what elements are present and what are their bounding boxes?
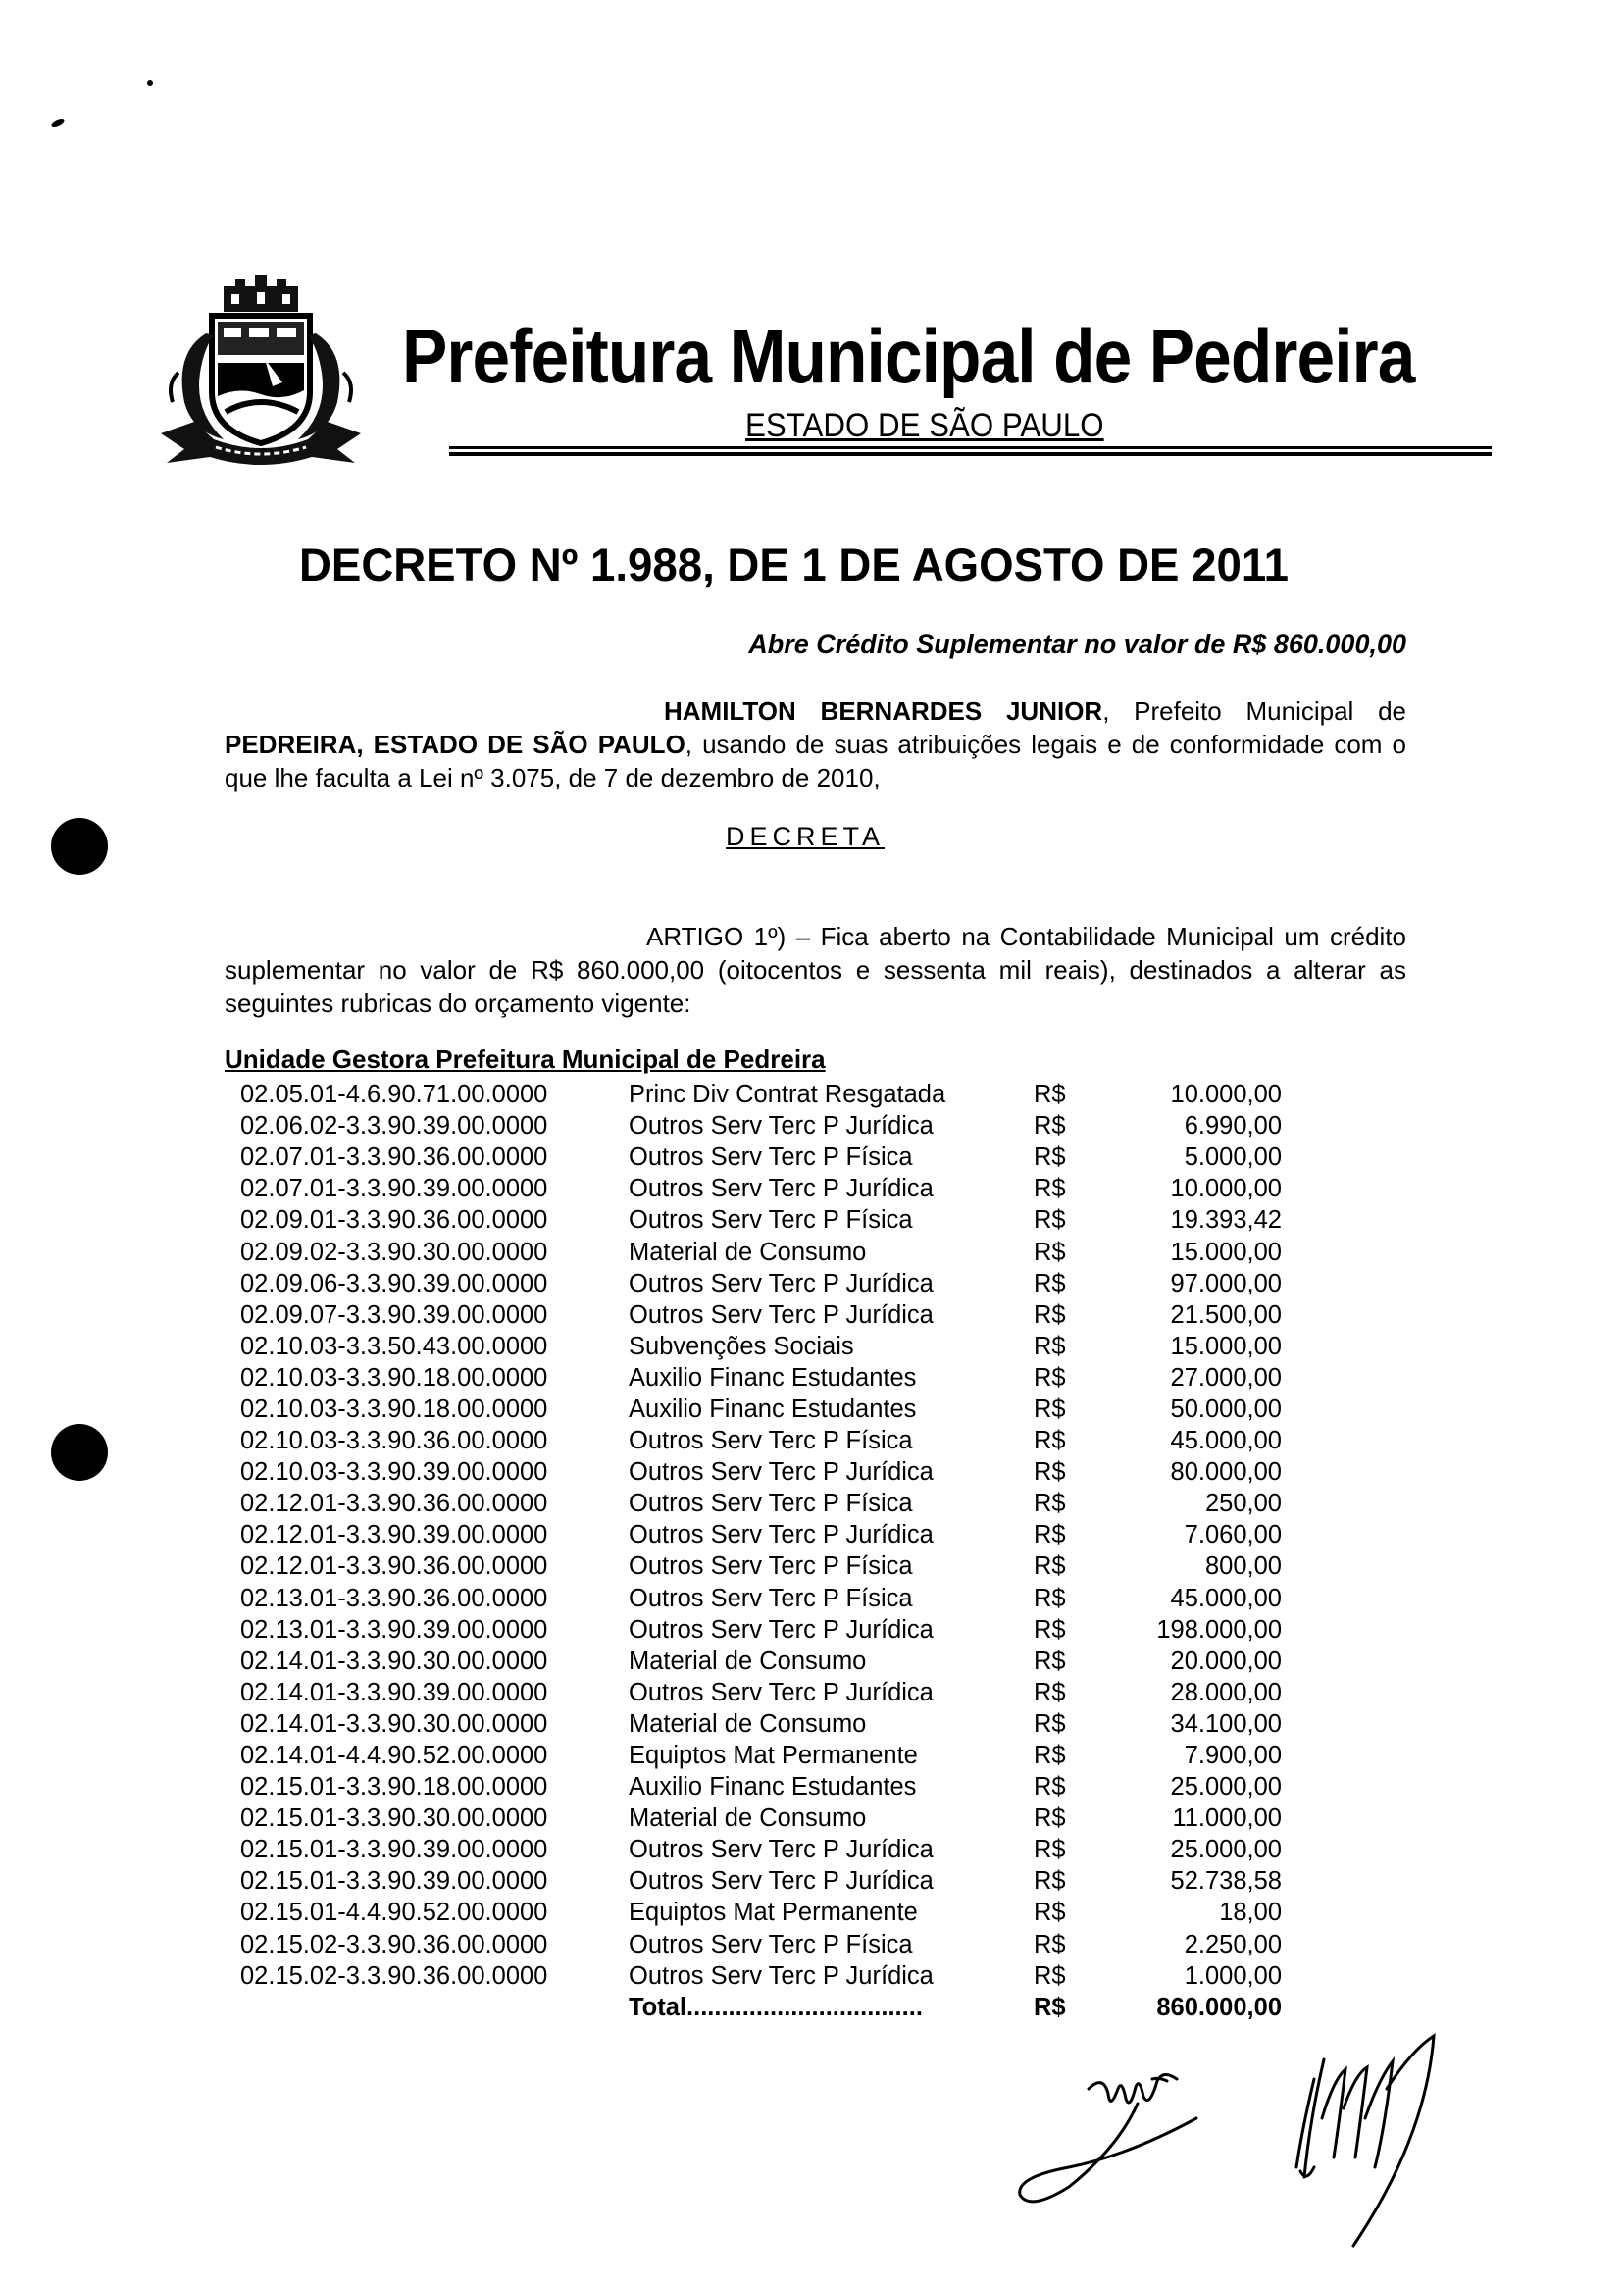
decree-title: DECRETO Nº 1.988, DE 1 DE AGOSTO DE 2011 bbox=[299, 538, 1290, 590]
rubric-description: Subvenções Sociais bbox=[629, 1332, 854, 1360]
rubric-currency: R$ bbox=[1034, 1300, 1066, 1329]
rubric-code: 02.14.01-3.3.90.39.00.0000 bbox=[240, 1678, 548, 1706]
rubric-value: 25.000,00 bbox=[1170, 1773, 1282, 1802]
decreta-heading: DECRETA bbox=[726, 822, 886, 851]
rubric-description: Outros Serv Terc P Jurídica bbox=[629, 1961, 934, 1990]
table-row bbox=[225, 1677, 1282, 1708]
rubric-code: 02.12.01-3.3.90.36.00.0000 bbox=[240, 1490, 548, 1518]
scan-speck bbox=[50, 117, 65, 127]
table-row bbox=[225, 1646, 1282, 1677]
table-row bbox=[225, 1079, 1282, 1110]
table-row bbox=[225, 1142, 1282, 1173]
rubric-value: 250,00 bbox=[1205, 1490, 1282, 1518]
rubric-code: 02.15.02-3.3.90.36.00.0000 bbox=[240, 1961, 548, 1990]
rubric-code: 02.15.01-4.4.90.52.00.0000 bbox=[240, 1899, 548, 1927]
rubric-currency: R$ bbox=[1034, 1678, 1066, 1706]
rubric-currency: R$ bbox=[1034, 1552, 1066, 1581]
rubric-description: Outros Serv Terc P Jurídica bbox=[629, 1678, 934, 1706]
table-row bbox=[225, 1236, 1282, 1267]
rubric-value: 27.000,00 bbox=[1170, 1363, 1282, 1392]
rubric-code: 02.10.03-3.3.90.36.00.0000 bbox=[240, 1427, 548, 1455]
rubric-currency: R$ bbox=[1034, 1490, 1066, 1518]
rubric-description: Material de Consumo bbox=[629, 1238, 867, 1266]
rubric-currency: R$ bbox=[1034, 1143, 1066, 1172]
table-row bbox=[225, 1488, 1282, 1519]
table-row bbox=[225, 1331, 1282, 1362]
rubric-description: Outros Serv Terc P Jurídica bbox=[629, 1458, 934, 1487]
rubric-currency: R$ bbox=[1034, 1836, 1066, 1864]
table-row bbox=[225, 1708, 1282, 1740]
rubric-currency: R$ bbox=[1034, 1961, 1066, 1990]
table-row bbox=[225, 1929, 1282, 1960]
article-1-paragraph bbox=[225, 920, 1406, 1020]
rubric-description: Equiptos Mat Permanente bbox=[629, 1899, 918, 1927]
table-row bbox=[225, 1173, 1282, 1204]
rubric-value: 1.000,00 bbox=[1184, 1961, 1282, 1990]
rubric-value: 20.000,00 bbox=[1170, 1647, 1282, 1675]
rubric-value: 25.000,00 bbox=[1170, 1836, 1282, 1864]
rubric-description: Outros Serv Terc P Jurídica bbox=[629, 1112, 934, 1141]
table-row bbox=[225, 1268, 1282, 1299]
rubric-currency: R$ bbox=[1034, 1584, 1066, 1612]
rubric-value: 19.393,42 bbox=[1170, 1206, 1282, 1235]
table-row bbox=[225, 1110, 1282, 1142]
rubric-code: 02.06.02-3.3.90.39.00.0000 bbox=[240, 1112, 548, 1141]
rubric-description: Material de Consumo bbox=[629, 1647, 867, 1675]
table-row bbox=[225, 1960, 1282, 1992]
rubric-description: Outros Serv Terc P Física bbox=[629, 1930, 913, 1958]
rubric-code: 02.14.01-3.3.90.30.00.0000 bbox=[240, 1709, 548, 1738]
rubric-code: 02.13.01-3.3.90.39.00.0000 bbox=[240, 1615, 548, 1644]
total-currency: R$ bbox=[1034, 1993, 1066, 2021]
rubric-description: Auxilio Financ Estudantes bbox=[629, 1395, 917, 1423]
rubric-value: 21.500,00 bbox=[1170, 1300, 1282, 1329]
rubric-currency: R$ bbox=[1034, 1081, 1066, 1109]
state-name: ESTADO DE SÃO PAULO bbox=[745, 407, 1104, 444]
rubric-code: 02.09.07-3.3.90.39.00.0000 bbox=[240, 1300, 548, 1329]
total-label: Total.................................. bbox=[629, 1993, 923, 2021]
rubric-code: 02.09.02-3.3.90.30.00.0000 bbox=[240, 1238, 548, 1266]
rubric-code: 02.13.01-3.3.90.36.00.0000 bbox=[240, 1584, 548, 1612]
preamble-paragraph bbox=[225, 694, 1406, 794]
rubric-code: 02.15.01-3.3.90.18.00.0000 bbox=[240, 1773, 548, 1802]
rubric-value: 52.738,58 bbox=[1170, 1867, 1282, 1896]
rubric-description: Outros Serv Terc P Física bbox=[629, 1143, 913, 1172]
article-text: – Fica aberto na Contabilidade Municipal um crédito suplementar no valor de R$ 860.000,00 (oitocentos e sessenta mil reais), destinados a alterar as seguintes rubricas do orçamento vigente: bbox=[225, 922, 1406, 1018]
rubric-currency: R$ bbox=[1034, 1458, 1066, 1487]
decree-subtitle: Abre Crédito Suplementar no valor de R$ 860.000,00 bbox=[748, 630, 1406, 659]
rubric-code: 02.15.01-3.3.90.30.00.0000 bbox=[240, 1804, 548, 1833]
rubric-code: 02.10.03-3.3.90.18.00.0000 bbox=[240, 1363, 548, 1392]
rubric-code: 02.15.02-3.3.90.36.00.0000 bbox=[240, 1930, 548, 1958]
rubric-code: 02.12.01-3.3.90.36.00.0000 bbox=[240, 1552, 548, 1581]
rubric-currency: R$ bbox=[1034, 1363, 1066, 1392]
rubric-currency: R$ bbox=[1034, 1773, 1066, 1802]
rubric-description: Outros Serv Terc P Física bbox=[629, 1584, 913, 1612]
rubric-currency: R$ bbox=[1034, 1647, 1066, 1675]
rubric-code: 02.15.01-3.3.90.39.00.0000 bbox=[240, 1836, 548, 1864]
rubric-table bbox=[225, 1079, 1282, 2023]
table-heading: Unidade Gestora Prefeitura Municipal de Pedreira bbox=[225, 1044, 826, 1074]
rubric-value: 10.000,00 bbox=[1170, 1081, 1282, 1109]
rubric-value: 7.060,00 bbox=[1184, 1521, 1282, 1549]
rubric-description: Outros Serv Terc P Física bbox=[629, 1490, 913, 1518]
rubric-description: Outros Serv Terc P Jurídica bbox=[629, 1615, 934, 1644]
table-row bbox=[225, 1802, 1282, 1834]
rubric-value: 11.000,00 bbox=[1172, 1804, 1282, 1833]
table-row bbox=[225, 1834, 1282, 1865]
total-value: 860.000,00 bbox=[1156, 1993, 1282, 2021]
table-row bbox=[225, 1204, 1282, 1236]
rubric-code: 02.07.01-3.3.90.36.00.0000 bbox=[240, 1143, 548, 1172]
rubric-currency: R$ bbox=[1034, 1615, 1066, 1644]
rubric-value: 18,00 bbox=[1219, 1899, 1282, 1927]
rubric-value: 97.000,00 bbox=[1170, 1269, 1282, 1297]
rubric-currency: R$ bbox=[1034, 1269, 1066, 1297]
rubric-description: Outros Serv Terc P Física bbox=[629, 1427, 913, 1455]
rubric-description: Outros Serv Terc P Jurídica bbox=[629, 1175, 934, 1203]
rubric-value: 5.000,00 bbox=[1184, 1143, 1282, 1172]
rubric-currency: R$ bbox=[1034, 1742, 1066, 1770]
rubric-currency: R$ bbox=[1034, 1709, 1066, 1738]
rubric-currency: R$ bbox=[1034, 1427, 1066, 1455]
rubric-value: 2.250,00 bbox=[1184, 1930, 1282, 1958]
rubric-description: Outros Serv Terc P Jurídica bbox=[629, 1300, 934, 1329]
rubric-code: 02.10.03-3.3.90.39.00.0000 bbox=[240, 1458, 548, 1487]
rubric-description: Auxilio Financ Estudantes bbox=[629, 1773, 917, 1802]
table-row bbox=[225, 1897, 1282, 1928]
rubric-currency: R$ bbox=[1034, 1930, 1066, 1958]
rubric-currency: R$ bbox=[1034, 1206, 1066, 1235]
rubric-description: Outros Serv Terc P Física bbox=[629, 1206, 913, 1235]
table-row bbox=[225, 1583, 1282, 1614]
rubric-value: 6.990,00 bbox=[1184, 1112, 1282, 1141]
rubric-code: 02.12.01-3.3.90.39.00.0000 bbox=[240, 1521, 548, 1549]
rubric-value: 45.000,00 bbox=[1170, 1427, 1282, 1455]
rubric-currency: R$ bbox=[1034, 1238, 1066, 1266]
rubric-description: Outros Serv Terc P Jurídica bbox=[629, 1867, 934, 1896]
rubric-value: 15.000,00 bbox=[1170, 1238, 1282, 1266]
rubric-description: Auxilio Financ Estudantes bbox=[629, 1363, 917, 1392]
preamble-text: , usando de suas atribuições legais e de conformidade com o que lhe faculta a Lei nº 3.075, de 7 de dezembro de 2010, bbox=[225, 730, 1406, 792]
preamble-text: , Prefeito Municipal de bbox=[1102, 696, 1406, 726]
rubric-description: Equiptos Mat Permanente bbox=[629, 1742, 918, 1770]
rubric-description: Material de Consumo bbox=[629, 1804, 867, 1833]
table-row bbox=[225, 1614, 1282, 1646]
rubric-currency: R$ bbox=[1034, 1804, 1066, 1833]
rubric-value: 50.000,00 bbox=[1170, 1395, 1282, 1423]
rubric-value: 10.000,00 bbox=[1170, 1175, 1282, 1203]
rubric-currency: R$ bbox=[1034, 1521, 1066, 1549]
rubric-description: Outros Serv Terc P Física bbox=[629, 1552, 913, 1581]
rubric-description: Princ Div Contrat Resgatada bbox=[629, 1081, 946, 1109]
punch-hole bbox=[51, 1424, 108, 1481]
table-row bbox=[225, 1740, 1282, 1771]
rubric-code: 02.07.01-3.3.90.39.00.0000 bbox=[240, 1175, 548, 1203]
municipal-coat-of-arms-icon bbox=[155, 265, 366, 471]
rubric-code: 02.09.01-3.3.90.36.00.0000 bbox=[240, 1206, 548, 1235]
scan-speck bbox=[147, 80, 153, 86]
rubric-value: 7.900,00 bbox=[1184, 1742, 1282, 1770]
rubric-code: 02.15.01-3.3.90.39.00.0000 bbox=[240, 1867, 548, 1896]
rubric-value: 45.000,00 bbox=[1170, 1584, 1282, 1612]
rubric-currency: R$ bbox=[1034, 1899, 1066, 1927]
organization-name: Prefeitura Municipal de Pedreira bbox=[402, 313, 1415, 399]
table-row bbox=[225, 1456, 1282, 1488]
mayor-name: HAMILTON BERNARDES JUNIOR bbox=[664, 696, 1103, 726]
rubric-value: 80.000,00 bbox=[1170, 1458, 1282, 1487]
rubric-currency: R$ bbox=[1034, 1175, 1066, 1203]
rubric-value: 15.000,00 bbox=[1170, 1332, 1282, 1360]
rubric-value: 34.100,00 bbox=[1170, 1709, 1282, 1738]
rubric-code: 02.14.01-3.3.90.30.00.0000 bbox=[240, 1647, 548, 1675]
header-rule bbox=[449, 452, 1492, 456]
rubric-code: 02.09.06-3.3.90.39.00.0000 bbox=[240, 1269, 548, 1297]
table-row bbox=[225, 1771, 1282, 1802]
table-row bbox=[225, 1519, 1282, 1550]
table-row bbox=[225, 1362, 1282, 1394]
rubric-currency: R$ bbox=[1034, 1332, 1066, 1360]
total-spacer bbox=[225, 1992, 629, 2023]
punch-hole bbox=[51, 818, 108, 875]
handwritten-signatures bbox=[990, 2020, 1481, 2265]
rubric-description: Outros Serv Terc P Jurídica bbox=[629, 1836, 934, 1864]
total-row bbox=[225, 1992, 1282, 2023]
rubric-code: 02.05.01-4.6.90.71.00.0000 bbox=[240, 1081, 548, 1109]
table-row bbox=[225, 1550, 1282, 1582]
rubric-code: 02.10.03-3.3.50.43.00.0000 bbox=[240, 1332, 548, 1360]
table-row bbox=[225, 1425, 1282, 1456]
municipality-name: PEDREIRA, ESTADO DE SÃO PAULO bbox=[225, 730, 685, 759]
rubric-currency: R$ bbox=[1034, 1395, 1066, 1423]
header-rule bbox=[449, 446, 1492, 449]
rubric-description: Material de Consumo bbox=[629, 1709, 867, 1738]
table-row bbox=[225, 1299, 1282, 1331]
rubric-code: 02.10.03-3.3.90.18.00.0000 bbox=[240, 1395, 548, 1423]
rubric-value: 800,00 bbox=[1205, 1552, 1282, 1581]
rubric-value: 28.000,00 bbox=[1170, 1678, 1282, 1706]
rubric-currency: R$ bbox=[1034, 1867, 1066, 1896]
table-row bbox=[225, 1865, 1282, 1897]
rubric-currency: R$ bbox=[1034, 1112, 1066, 1141]
article-label: ARTIGO 1º) bbox=[646, 922, 787, 951]
rubric-description: Outros Serv Terc P Jurídica bbox=[629, 1521, 934, 1549]
table-row bbox=[225, 1394, 1282, 1425]
rubric-value: 198.000,00 bbox=[1156, 1615, 1282, 1644]
rubric-code: 02.14.01-4.4.90.52.00.0000 bbox=[240, 1742, 548, 1770]
rubric-description: Outros Serv Terc P Jurídica bbox=[629, 1269, 934, 1297]
